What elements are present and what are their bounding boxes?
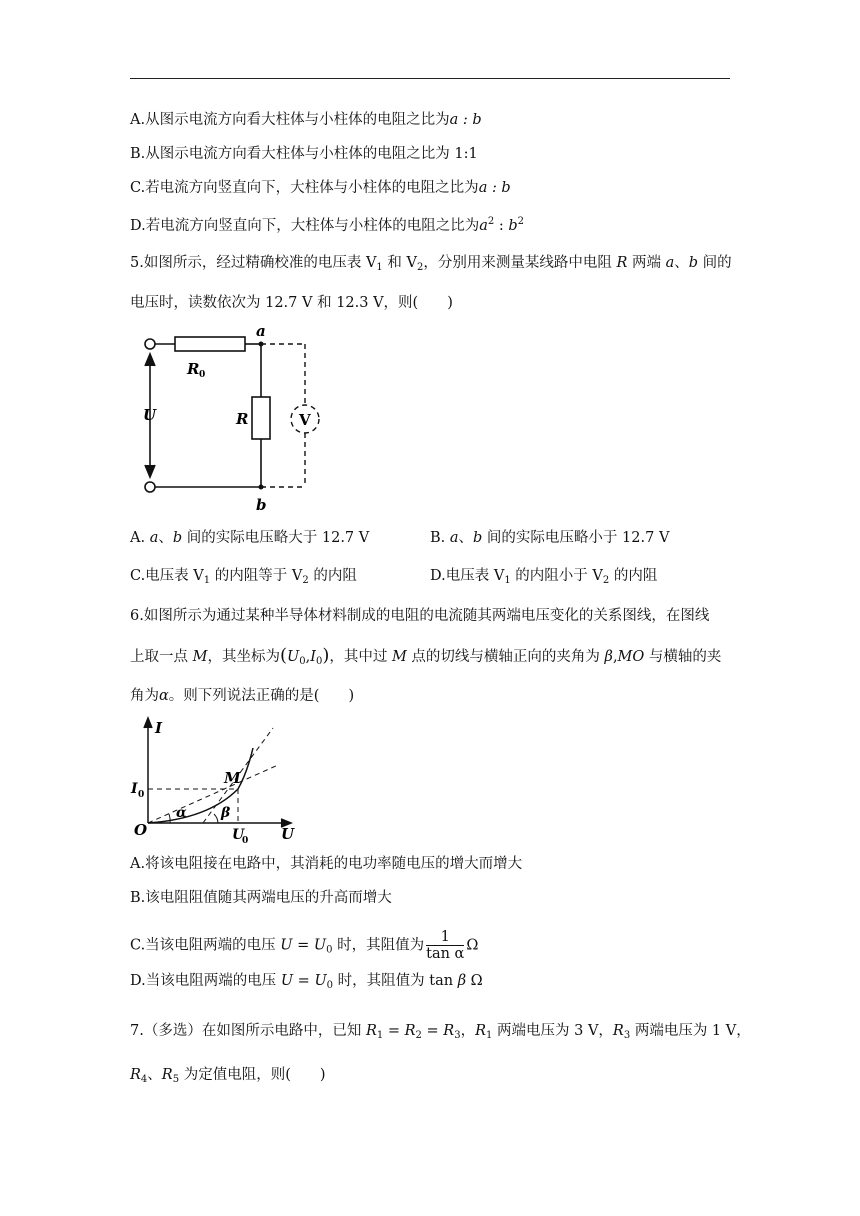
q4-option-c: C.若电流方向竖直向下，大柱体与小柱体的电阻之比为a : b: [130, 180, 511, 196]
q5-option-d: D.电压表 $V_1$ 的内阻小于 $V_2$ 的内阻: [430, 568, 658, 586]
fig-label-r0-sub: 0: [199, 370, 206, 380]
q5-option-b: B. a、b 间的实际电压略小于 12.7 V: [430, 530, 670, 546]
q7-stem-line2: $R_4$、$R_5$ 为定值电阻，则( ): [130, 1067, 326, 1085]
q6-option-d: D.当该电阻两端的电压 $U = U_0$ 时，其阻值为 tan β Ω: [130, 973, 483, 991]
q4-option-a: A.从图示电流方向看大柱体与小柱体的电阻之比为a : b: [130, 112, 482, 128]
q5-option-c: C.电压表 $V_1$ 的内阻等于 $V_2$ 的内阻: [130, 568, 357, 586]
fraction-1-over-tan-alpha: $\frac{1}{\text{tan α}}$: [426, 929, 465, 962]
fig-label-v: V: [299, 411, 311, 429]
q6-stem-line1: 6.如图所示为通过某种半导体材料制成的电阻的电流随其两端电压变化的关系图线，在图线: [130, 608, 710, 624]
graph-label-m: M: [224, 769, 241, 787]
graph-label-u0: U: [232, 827, 245, 843]
graph-label-u: U: [281, 825, 295, 843]
fig-label-a: a: [256, 322, 266, 340]
q5-stem-line1: 5.如图所示，经过精确校准的电压表 $V_1$ 和 $V_2$，分别用来测量某线路中电阻 R 两端 a、b 间的: [130, 255, 732, 273]
graph-label-i0: I: [131, 781, 138, 797]
graph-label-u0-sub: 0: [242, 836, 249, 845]
header-rule: [130, 78, 730, 79]
q4-option-b: B.从图示电流方向看大柱体与小柱体的电阻之比为 1:1: [130, 146, 478, 162]
graph-label-i0-sub: 0: [138, 790, 145, 800]
q5-circuit-diagram: [135, 322, 335, 518]
fig-label-r0: R: [187, 360, 200, 378]
graph-label-alpha: α: [176, 805, 187, 821]
fig-label-u: U: [143, 406, 157, 424]
graph-label-i: I: [155, 719, 163, 737]
q7-stem-line1: 7.（多选）在如图所示电路中，已知 $R_1 = R_2 = R_3$，$R_1$ 两端电压为 3 V，$R_3$ 两端电压为 1 V，: [130, 1023, 751, 1041]
q6-stem-line3: 角为α。则下列说法正确的是( ): [130, 688, 355, 704]
q6-stem-line2: 上取一点 M，其坐标为$(U_0,I_0)$，其中过 M 点的切线与横轴正向的夹角为 β,MO 与横轴的夹: [130, 645, 722, 667]
q4-option-d: D.若电流方向竖直向下，大柱体与小柱体的电阻之比为$a^2$ : $b^2$: [130, 216, 525, 234]
q6-option-b: B.该电阻阻值随其两端电压的升高而增大: [130, 890, 392, 906]
q5-stem-line2: 电压时，读数依次为 12.7 V 和 12.3 V，则( ): [130, 295, 453, 311]
q6-option-c: C.当该电阻两端的电压 $U = U_0$ 时，其阻值为 $\frac{1}{\text{tan α}}$ Ω: [130, 929, 479, 962]
q6-option-a: A.将该电阻接在电路中，其消耗的电功率随电压的增大而增大: [130, 856, 523, 872]
graph-label-o: O: [134, 821, 148, 839]
q6-iu-graph: [128, 713, 308, 845]
graph-label-beta: β: [221, 805, 231, 821]
fig-label-r: R: [236, 410, 249, 428]
fig-label-b: b: [256, 496, 267, 514]
q5-option-a: A. a、b 间的实际电压略大于 12.7 V: [130, 530, 370, 546]
